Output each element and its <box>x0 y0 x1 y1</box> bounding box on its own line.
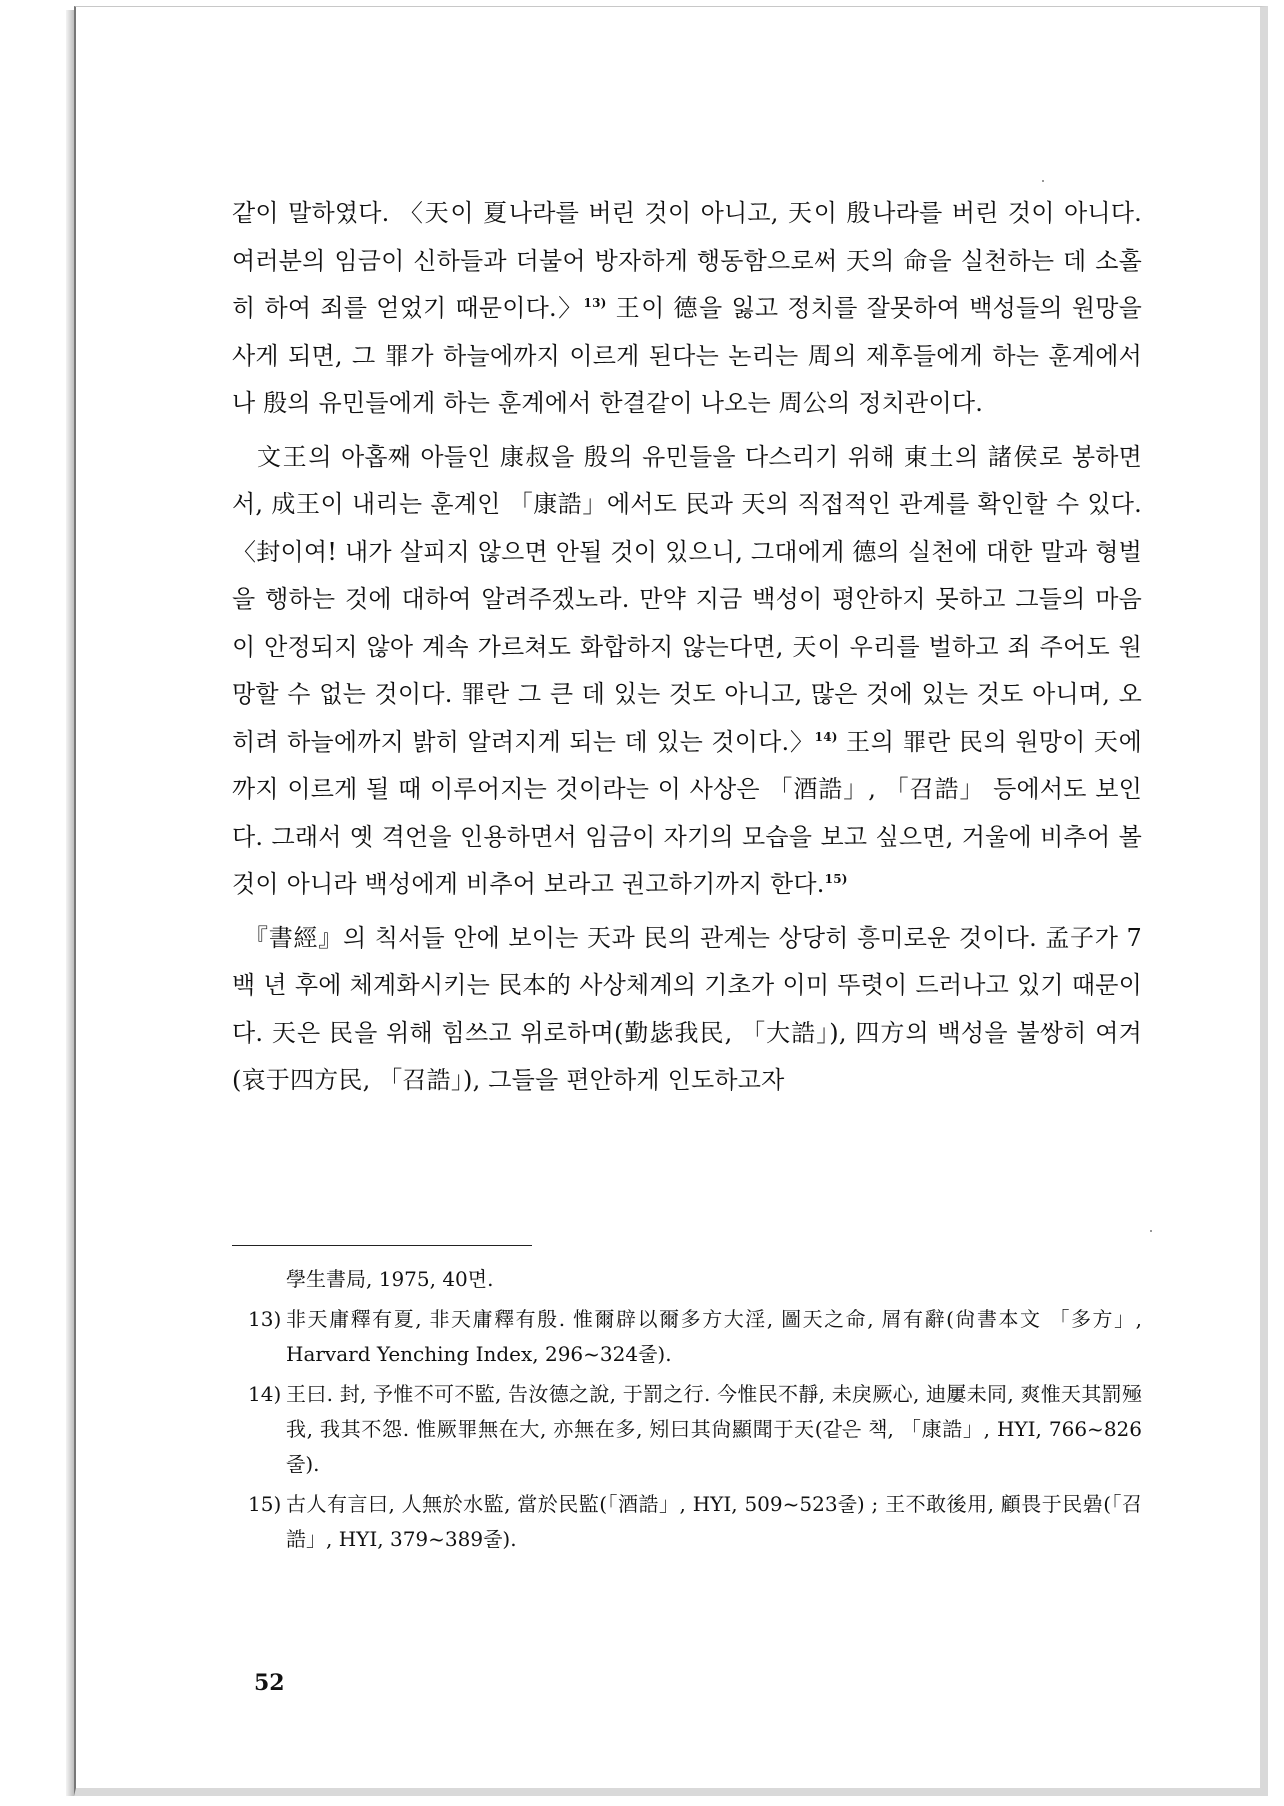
footnote-ref-13: 13) <box>583 296 607 310</box>
footnote-ref-14: 14) <box>814 729 838 744</box>
footnote-14 <box>248 1377 1142 1482</box>
footnote-text: 古人有言曰, 人無於水監, 當於民監(「酒誥」, HYI, 509~523줄) ; 王不敢後用, 顧畏于民碞(「召誥」, HYI, 379~389줄). <box>286 1492 1142 1551</box>
paragraph-3-text: 『書經』의 칙서들 안에 보이는 天과 民의 관계는 상당히 흥미로운 것이다. 孟子가 7백 년 후에 체계화시키는 民本的 사상체계의 기초가 이미 뚜렷이 드러나고 있기 때문이다. 天은 民을 위해 힘쓰고 위로하며(勤毖我民, 「大誥」), 四方의 백성을 불쌍히 여겨(哀于四方民, 「召誥」), 그들을 편안하게 인도하고자 <box>232 923 1142 1094</box>
scan-speck <box>1150 1230 1152 1232</box>
paragraph-2 <box>232 434 1142 909</box>
footnotes <box>248 1262 1142 1557</box>
paragraph-2-text-b: 王의 罪란 民의 원망이 天에까지 이르게 될 때 이루어지는 것이라는 이 사상은 「酒誥」, 「召誥」 등에서도 보인다. 그래서 옛 격언을 인용하면서 임금이 자기의 모습을 보고 싶으면, 거울에 비추어 볼 것이 아니라 백성에게 비추어 보라고 권고하기까지 한다. <box>232 727 1142 898</box>
footnote-number: 13) <box>248 1307 282 1331</box>
footnote-number: 14) <box>248 1382 282 1406</box>
paragraph-1-text-b: 王이 德을 잃고 정치를 잘못하여 백성들의 원망을 사게 되면, 그 罪가 하늘에까지 이르게 된다는 논리는 周의 제후들에게 하는 훈계에서나 殷의 유민들에게 하는 훈계에서 한결같이 나오는 周公의 정치관이다. <box>232 294 1142 417</box>
paragraph-1-text-a: 같이 말하였다. 〈天이 夏나라를 버린 것이 아니고, 天이 殷나라를 버린 것이 아니다. 여러분의 임금이 신하들과 더불어 방자하게 행동함으로써 天의 命을 실천하는 데 소홀히 하여 죄를 얻었기 때문이다.〉 <box>232 199 1142 322</box>
paragraph-1 <box>232 190 1142 428</box>
footnote-ref-15: 15) <box>824 872 848 886</box>
paragraph-2-text-a: 文王의 아홉째 아들인 康叔을 殷의 유민들을 다스리기 위해 東土의 諸侯로 봉하면서, 成王이 내리는 훈계인 「康誥」에서도 民과 天의 직접적인 관계를 확인할 수 있다. 〈封이여! 내가 살피지 않으면 안될 것이 있으니, 그대에게 德의 실천에 대한 말과 형벌을 행하는 것에 대하여 알려주겠노라. 만약 지금 백성이 평안하지 못하고 그들의 마음이 안정되지 않아 계속 가르쳐도 화합하지 않는다면, 天이 우리를 벌하고 죄 주어도 원망할 수 없는 것이다. 罪란 그 큰 데 있는 것도 아니고, 많은 것에 있는 것도 아니며, 오히려 하늘에까지 밝히 알려지게 되는 데 있는 것이다.〉 <box>232 442 1142 756</box>
footnote-text: 非天庸釋有夏, 非天庸釋有殷. 惟爾辟以爾多方大淫, 圖天之命, 屑有辭(尙書本文 「多方」, Harvard Yenching Index, 296~324줄). <box>286 1307 1142 1366</box>
page-edge-shadow <box>66 10 74 1796</box>
scan-speck <box>1042 180 1044 182</box>
footnote-15 <box>248 1487 1142 1557</box>
footnote-13 <box>248 1302 1142 1372</box>
page-number: 52 <box>254 1670 285 1696</box>
footnote-text: 王曰. 封, 予惟不可不監, 告汝德之說, 于罰之行. 今惟民不靜, 未戾厥心, 迪屢未同, 爽惟天其罰殛我, 我其不怨. 惟厥罪無在大, 亦無在多, 矧曰其尙顯聞于天(같은 책, 「康誥」, HYI, 766~826줄). <box>286 1382 1142 1476</box>
body-content <box>232 190 1142 1105</box>
footnote-continuation: 學生書局, 1975, 40면. <box>286 1267 494 1291</box>
paragraph-3 <box>232 915 1142 1105</box>
footnote-number: 15) <box>248 1492 282 1516</box>
footnote-rule <box>232 1245 532 1246</box>
